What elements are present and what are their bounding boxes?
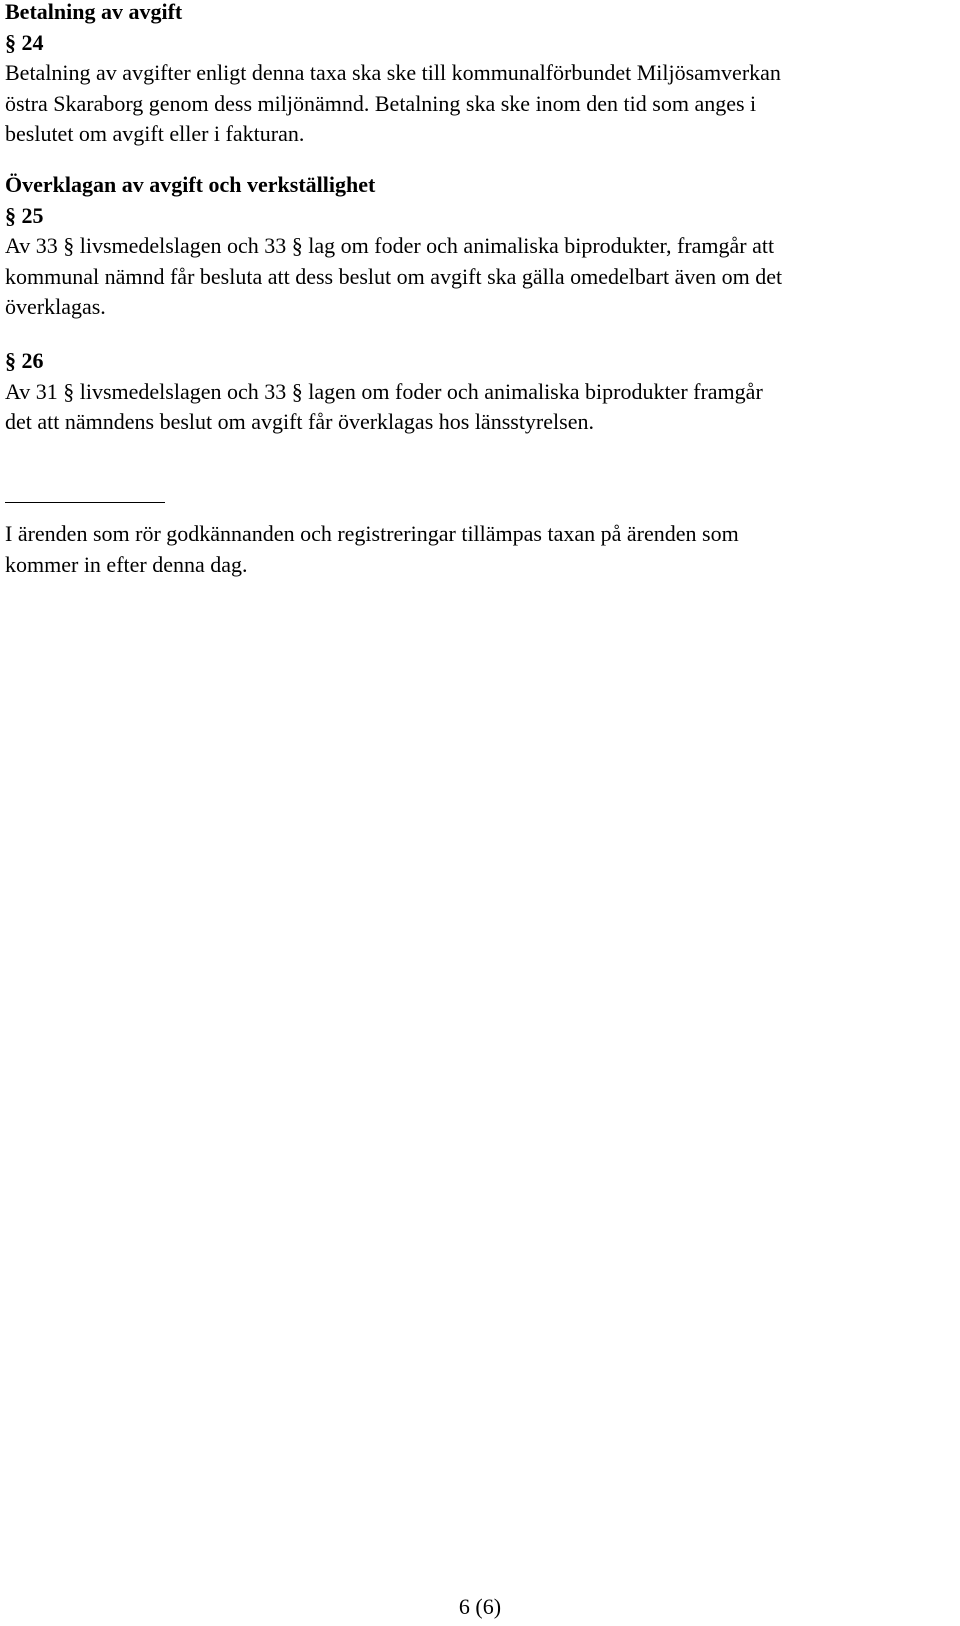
section-heading: Betalning av avgift	[5, 0, 183, 24]
body-text-line: det att nämndens beslut om avgift får överklagas hos länsstyrelsen.	[5, 409, 594, 434]
paragraph-number: § 24	[5, 29, 44, 55]
section-payment	[5, 0, 955, 150]
body-text-line: beslutet om avgift eller i fakturan.	[5, 121, 305, 146]
paragraph-number: § 25	[5, 202, 44, 228]
page-number: 6 (6)	[458, 1594, 502, 1619]
body-text-line: östra Skaraborg genom dess miljönämnd. Betalning ska ske inom den tid som anges i	[5, 90, 757, 116]
footnote-separator	[5, 502, 165, 503]
body-text-line: Av 33 § livsmedelslagen och 33 § lag om foder och animaliska biprodukter, framgår att	[5, 233, 775, 258]
footnote-text-line: I ärenden som rör godkännanden och registreringar tillämpas taxan på ärenden som	[5, 521, 739, 546]
footnote	[5, 519, 955, 580]
section-appeal	[5, 170, 955, 323]
body-text-line: Betalning av avgifter enligt denna taxa ska ske till kommunalförbundet Miljösamverkan	[5, 60, 781, 85]
section-heading: Överklagan av avgift och verkställighet	[5, 172, 376, 197]
body-text-line: Av 31 § livsmedelslagen och 33 § lagen om foder och animaliska biprodukter framgår	[5, 378, 763, 404]
footnote-text-line: kommer in efter denna dag.	[5, 551, 248, 577]
body-text-line: överklagas.	[5, 294, 106, 319]
body-text-line: kommunal nämnd får besluta att dess beslut om avgift ska gälla omedelbart även om det	[5, 263, 783, 289]
paragraph-number: § 26	[5, 348, 44, 373]
section-26	[5, 346, 955, 438]
